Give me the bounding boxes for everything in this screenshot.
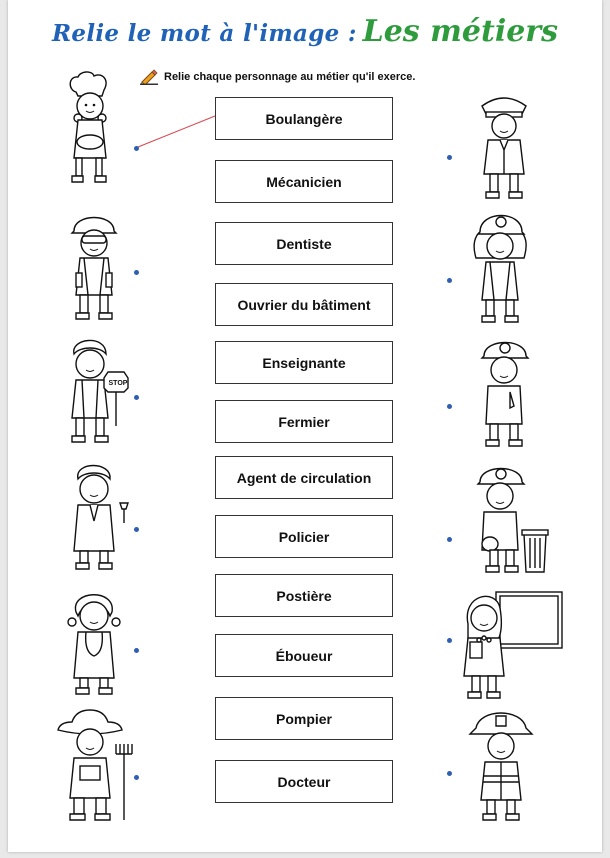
- instruction-text: Relie chaque personnage au métier qu'il exerce.: [164, 71, 416, 83]
- firefighter-icon: [466, 706, 544, 828]
- right-dot-2[interactable]: [447, 278, 452, 283]
- dentist-icon: [60, 455, 140, 577]
- word-label: Enseignante: [262, 354, 346, 371]
- word-label: Policier: [278, 528, 330, 545]
- title-part2: Les métiers: [362, 14, 559, 49]
- word-label: Ouvrier du bâtiment: [237, 296, 371, 313]
- right-dot-4[interactable]: [447, 537, 452, 542]
- left-dot-2[interactable]: [134, 270, 139, 275]
- farmer-icon: [50, 708, 140, 830]
- word-label: Agent de circulation: [236, 469, 372, 486]
- title-part1: Relie le mot à l'image :: [51, 20, 357, 47]
- word-label: Fermier: [278, 413, 330, 430]
- mechanic-icon: [470, 334, 540, 452]
- right-dot-6[interactable]: [447, 771, 452, 776]
- left-dot-1[interactable]: [134, 146, 139, 151]
- police-officer-icon: [470, 88, 540, 206]
- word-label: Dentiste: [276, 235, 332, 252]
- word-label: Postière: [276, 587, 332, 604]
- teacher-icon: [456, 584, 566, 704]
- right-dot-3[interactable]: [447, 404, 452, 409]
- doctor-girl-icon: [60, 582, 140, 702]
- right-dot-1[interactable]: [447, 155, 452, 160]
- svg-text:STOP: STOP: [108, 380, 128, 387]
- worksheet-page: [8, 0, 602, 852]
- garbage-collector-icon: [466, 460, 556, 580]
- word-label: Boulangère: [265, 110, 343, 127]
- word-label: Pompier: [275, 710, 332, 727]
- construction-worker-icon: [60, 205, 130, 327]
- word-label: Mécanicien: [266, 173, 342, 190]
- construction-worker-girl-icon: [466, 208, 540, 332]
- crossing-guard-icon: [56, 330, 138, 452]
- word-label: Docteur: [277, 773, 331, 790]
- baker-girl-icon: [56, 70, 126, 190]
- right-dot-5[interactable]: [447, 638, 452, 643]
- word-label: Éboueur: [275, 647, 333, 664]
